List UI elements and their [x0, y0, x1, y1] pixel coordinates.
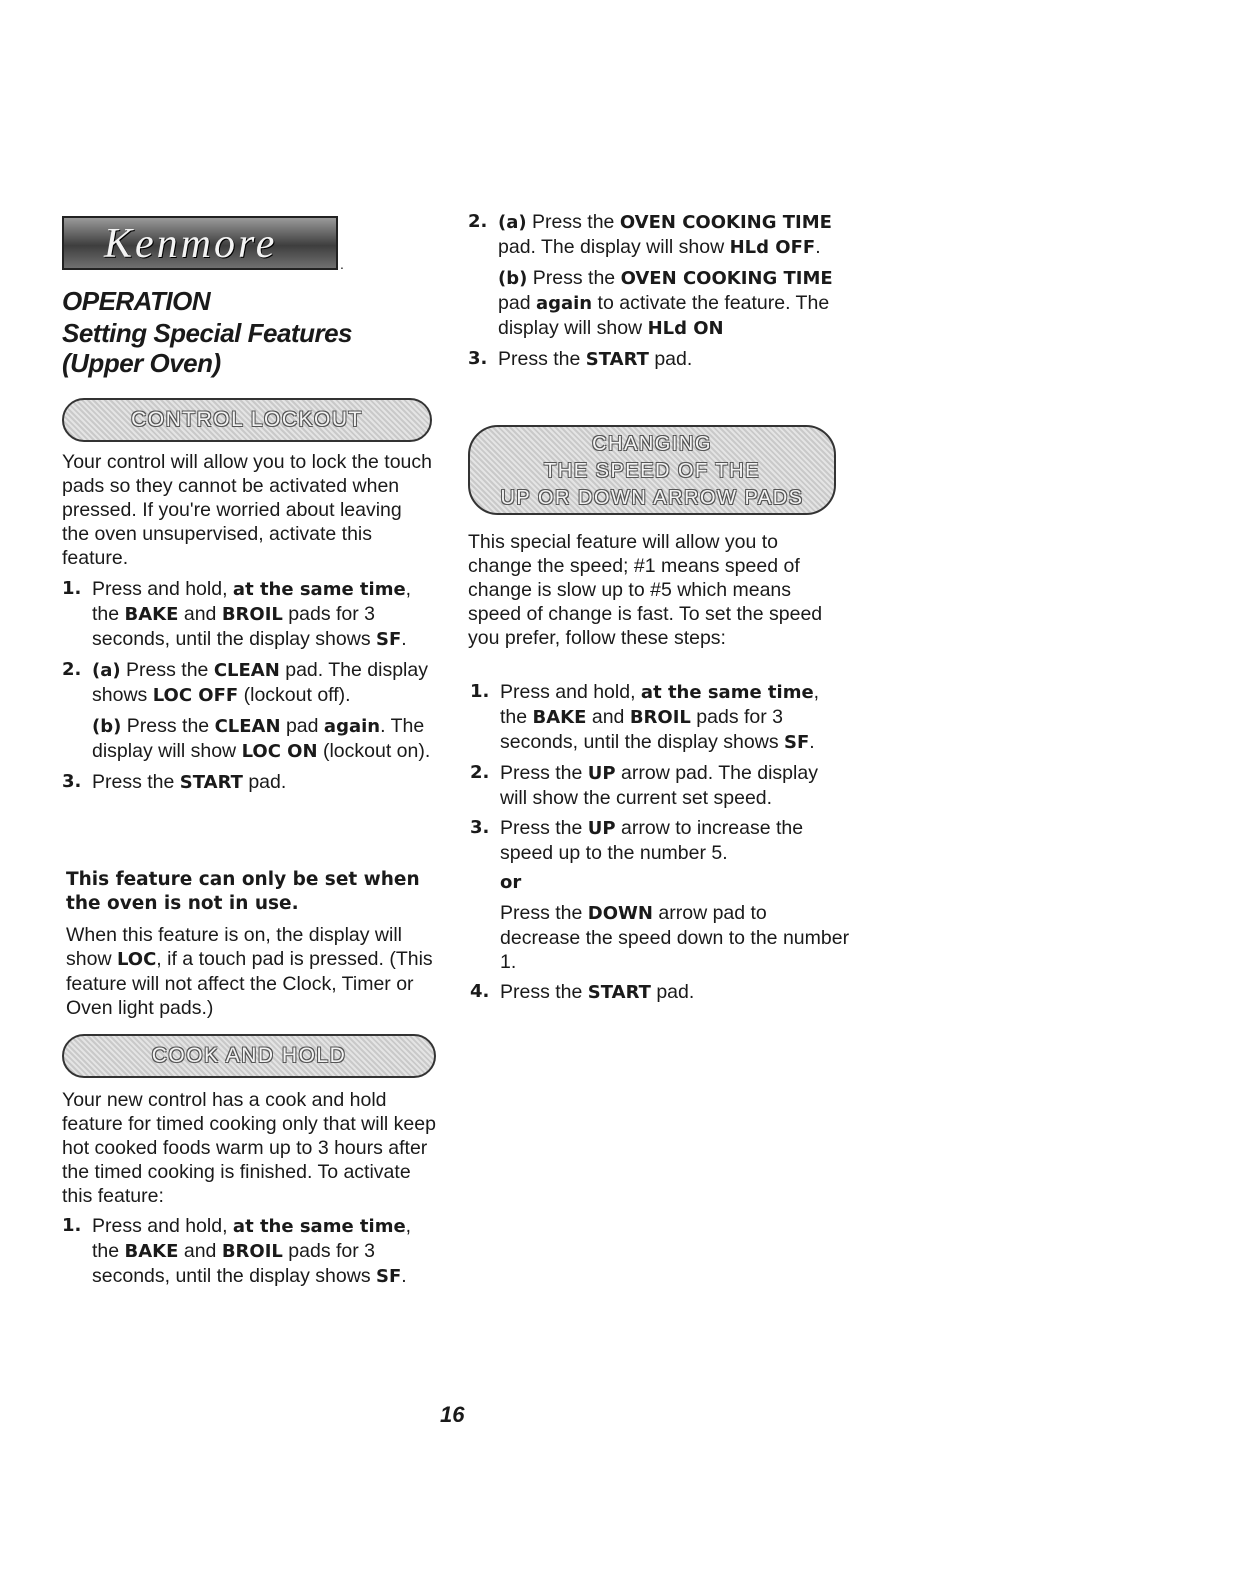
page-number: 16 [440, 1402, 465, 1427]
hold-step-1: 1. Press and hold, at the same time, the BAKE and BROIL pads for 3 seconds, until the display shows SF. [62, 1215, 412, 1287]
speed-step-3: 3. Press the UP arrow to increase the speed up to the number 5. or Press the DOWN arrow pad to decrease the speed down to the number 1. [470, 817, 850, 973]
speed-step-4: 4. Press the START pad. [470, 981, 695, 1003]
hold-step-3: 3. Press the START pad. [468, 348, 693, 370]
speed-step-1: 1. Press and hold, at the same time, the BAKE and BROIL pads for 3 seconds, until the display shows SF. [470, 681, 820, 753]
changing-speed-banner [468, 425, 836, 515]
lockout-step-1: 1. Press and hold, at the same time, the BAKE and BROIL pads for 3 seconds, until the display shows SF. [62, 578, 412, 650]
control-lockout-banner-text: CONTROL LOCKOUT [131, 408, 363, 431]
changing-speed-banner-line-1: CHANGING [592, 433, 712, 455]
lockout-step-3: 3. Press the START pad. [62, 771, 287, 793]
lockout-step-2b: (b) Press the CLEAN pad again. The display will show LOC ON (lockout on). [92, 715, 431, 762]
lockout-steps [62, 577, 437, 801]
hold-step-2b: (b) Press the OVEN COOKING TIME pad again to activate the feature. The display will show HLd ON [498, 267, 833, 339]
kenmore-logo [62, 216, 338, 270]
speed-intro: This special feature will allow you to change the speed; #1 means speed of change is slow up to #5 which means speed of change is fast. To set the speed you prefer, follow these steps: [468, 531, 823, 649]
lockout-intro: Your control will allow you to lock the touch pads so they cannot be activated when pressed. If you're worried about leaving the oven unsupervised, activate this feature. [62, 451, 432, 569]
page-title [62, 318, 352, 378]
hold-intro: Your new control has a cook and hold feature for timed cooking only that will keep hot cooked foods warm up to 3 hours after the timed cooking is finished. To activate this feature: [62, 1089, 436, 1207]
cook-and-hold-banner [62, 1034, 436, 1078]
section-heading: OPERATION [62, 286, 211, 316]
logo-text: Kenmore [104, 221, 278, 267]
title-line-1: Setting Special Features [62, 318, 352, 348]
speed-step-2: 2. Press the UP arrow pad. The display will show the current set speed. [470, 762, 818, 809]
lockout-note: When this feature is on, the display will show LOC, if a touch pad is pressed. (This feature will not affect the Clock, Timer or Oven light pads.) [66, 924, 433, 1019]
speed-step-3-alt: Press the DOWN arrow pad to decrease the speed down to the number 1. [500, 902, 850, 973]
hold-step-2: 2. (a) Press the OVEN COOKING TIME pad. The display will show HLd OFF. (b) Press the OVEN COOKING TIME pad again to activate the feature. The display will show HLd ON [468, 210, 848, 341]
hold-steps-right [468, 210, 848, 378]
logo-dot: . [340, 256, 344, 272]
hold-steps-left [62, 1214, 437, 1295]
changing-speed-banner-line-2: THE SPEED OF THE [544, 460, 760, 482]
title-line-2: (Upper Oven) [62, 348, 221, 378]
speed-steps [470, 680, 850, 1011]
cook-and-hold-banner-text: COOK AND HOLD [151, 1044, 347, 1067]
lockout-step-2: 2. (a) Press the CLEAN pad. The display shows LOC OFF (lockout off). (b) Press the CLEAN pad again. The display will show LOC ON (lockout on). [62, 658, 437, 764]
speed-step-3-or: or [500, 872, 522, 893]
lockout-warning: This feature can only be set when the oven is not in use. [66, 869, 420, 914]
control-lockout-banner [62, 398, 432, 442]
changing-speed-banner-line-3: UP OR DOWN ARROW PADS [500, 487, 804, 509]
